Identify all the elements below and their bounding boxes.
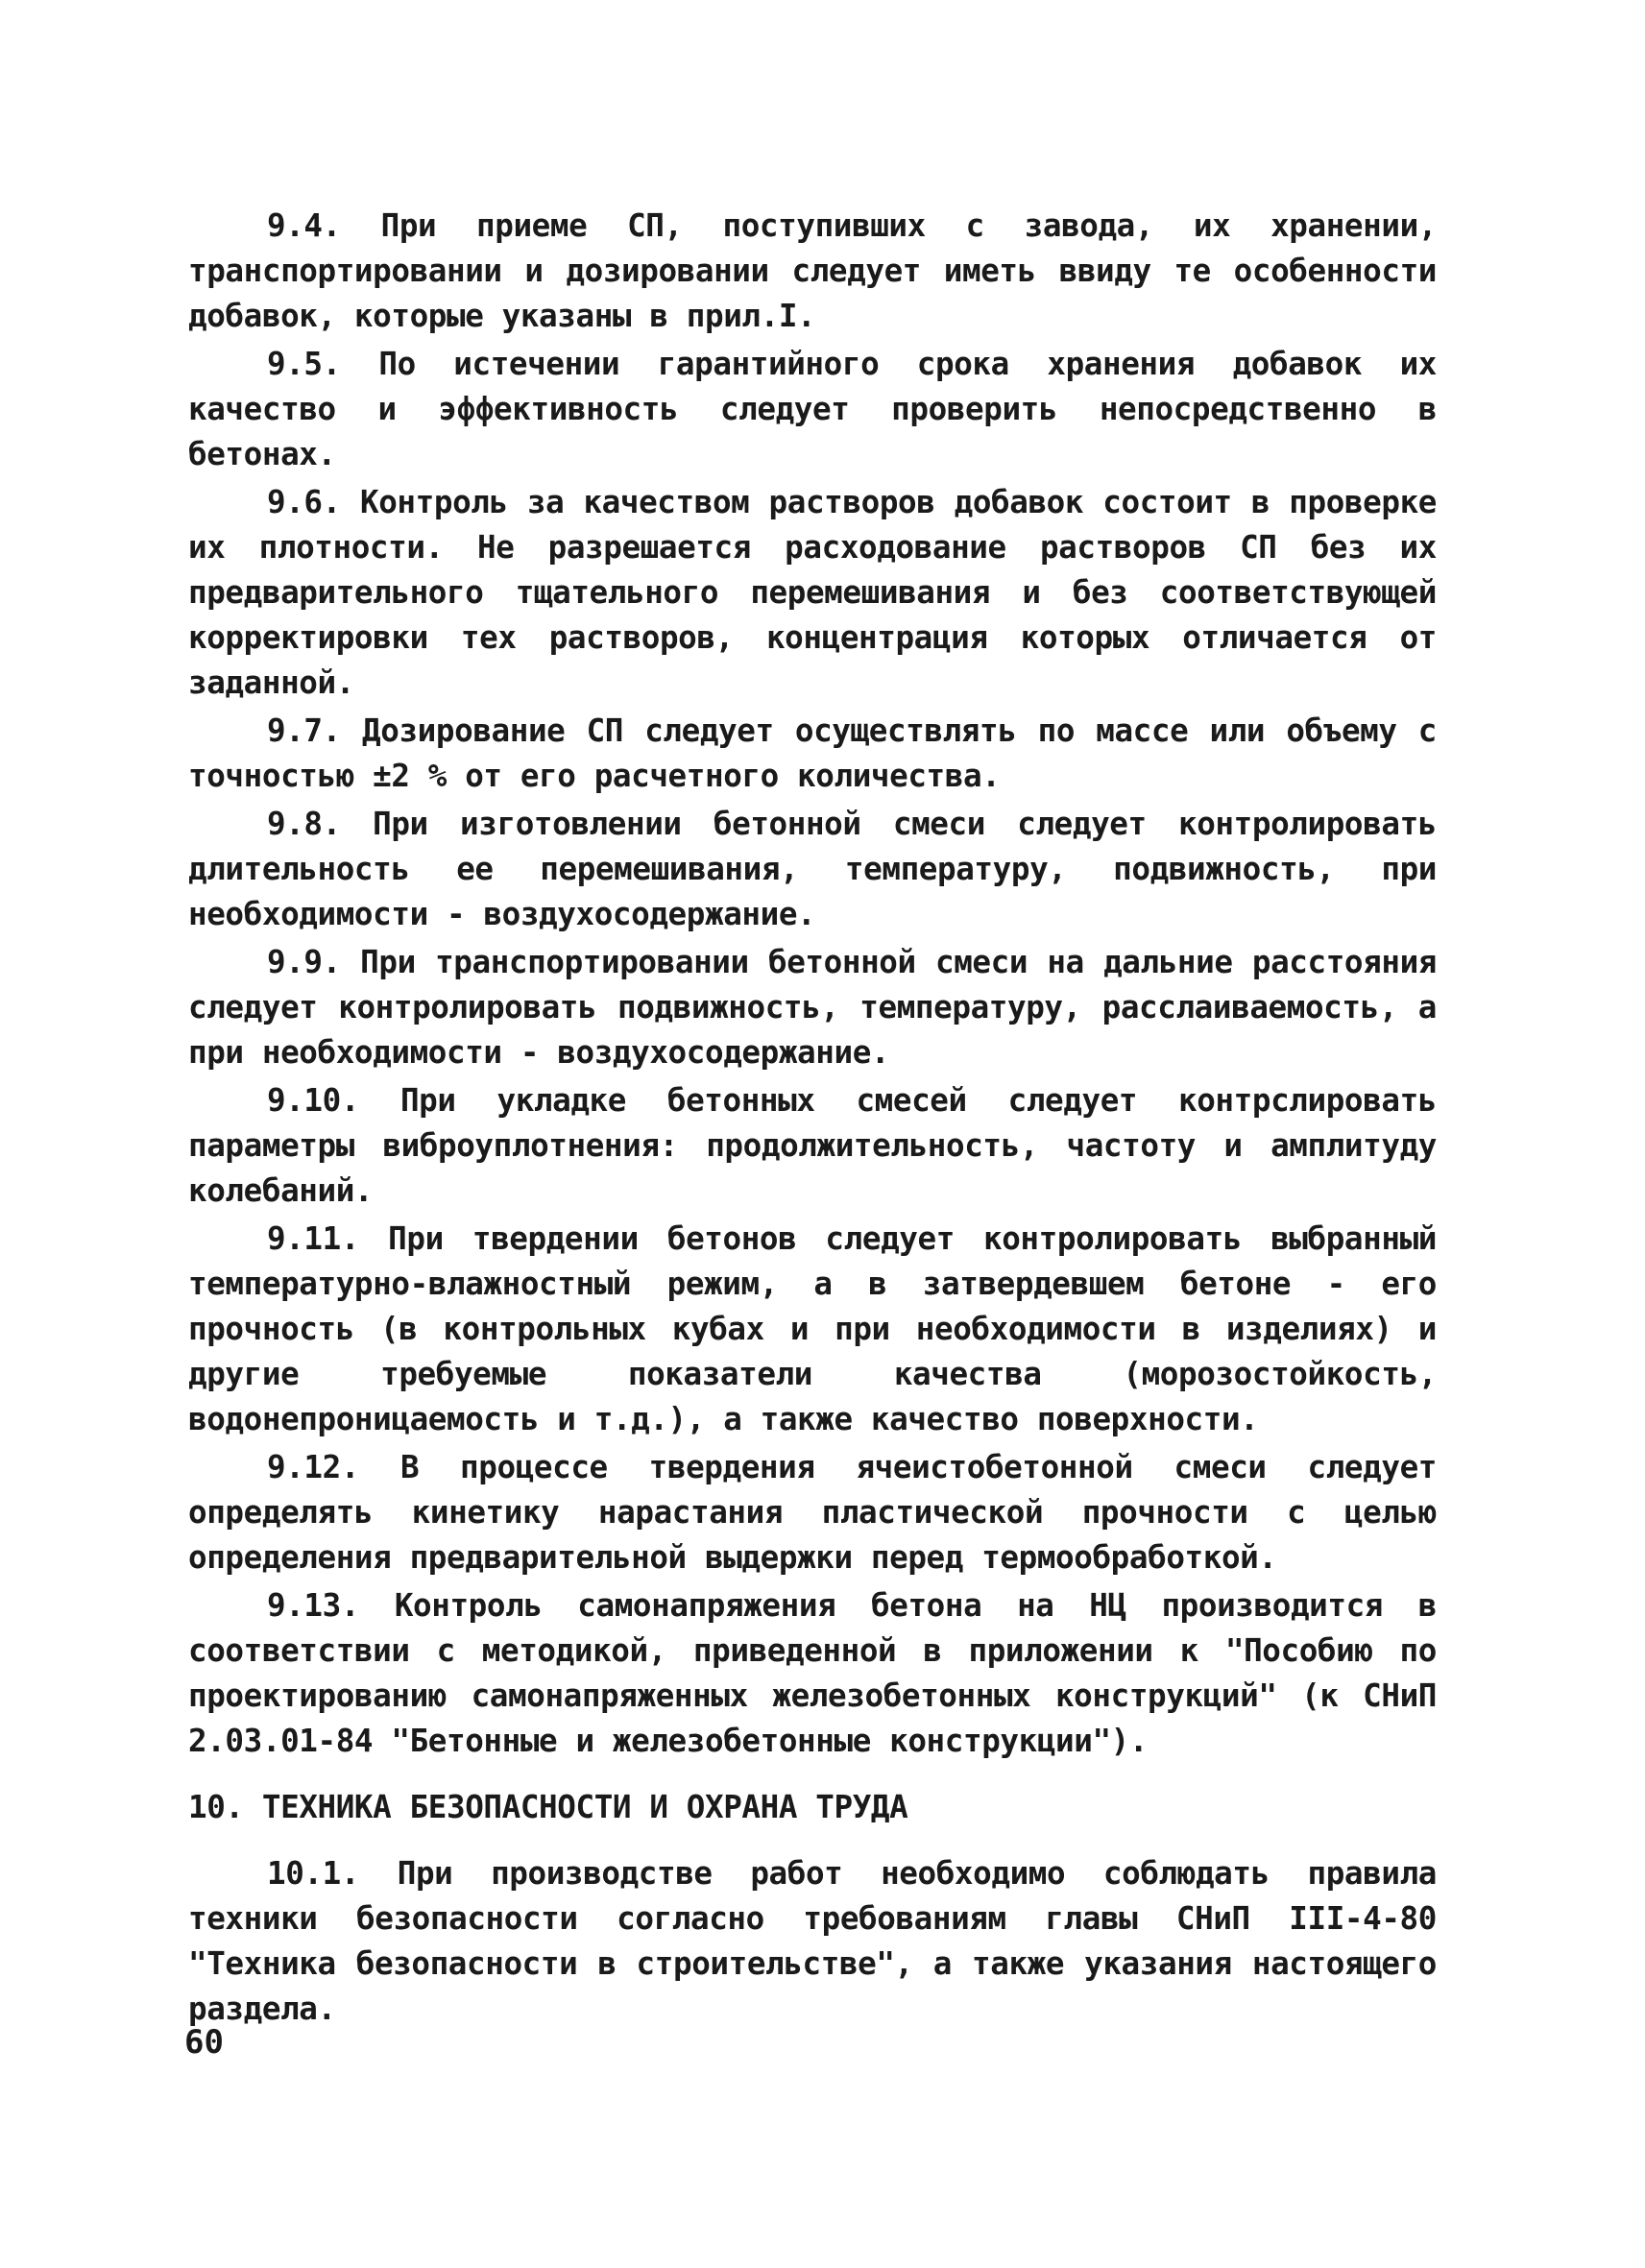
page-number: 60 (184, 2023, 224, 2062)
paragraph-9-5: 9.5. По истечении гарантийного срока хранения добавок их качество и эффективность следует проверить непосредственно в бетонах. (188, 346, 1437, 472)
paragraph-10-1: 10.1. При производстве работ необходимо соблюдать правила техники безопасности согласно требованиям главы СНиП III-4-80 "Техника безопасности в строительстве", а также указания настоящего раздела. (188, 1855, 1437, 2027)
paragraph-9-12: 9.12. В процессе твердения ячеистобетонной смеси следует определять кинетику нарастания пластической прочности с целью определения предварительной выдержки перед термообработкой. (188, 1449, 1437, 1576)
paragraph-9-13: 9.13. Контроль самонапряжения бетона на НЦ производится в соответствии с методикой, приведенной в приложении к "Пособию по проектированию самонапряженных железобетонных конструкций" (к СНиП 2.03.01-84 "Бетонные и железобетонные конструкции"). (188, 1587, 1437, 1759)
paragraph-9-9: 9.9. При транспортировании бетонной смеси на дальние расстояния следует контролировать подвижность, температуру, расслаиваемость, а при необходимости - воздухосодержание. (188, 944, 1437, 1071)
paragraph-9-11: 9.11. При твердении бетонов следует контролировать выбранный температурно-влажностный режим, а в затвердевшем бетоне - его прочность (в контрольных кубах и при необходимости в изделиях) и другие требуемые показатели качества (морозостойкость, водонепроницаемость и т.д.), а также качество поверхности. (188, 1220, 1437, 1437)
paragraph-9-8: 9.8. При изготовлении бетонной смеси следует контролировать длительность ее перемешивания, температуру, подвижность, при необходимости - воздухосодержание. (188, 806, 1437, 932)
section-heading: 10. ТЕХНИКА БЕЗОПАСНОСТИ И ОХРАНА ТРУДА (188, 1789, 908, 1825)
paragraph-9-6: 9.6. Контроль за качеством растворов добавок состоит в проверке их плотности. Не разрешается расходование растворов СП без их предварительного тщательного перемешивания и без соответствующей корректировки тех растворов, концентрация которых отличается от заданной. (188, 484, 1437, 701)
paragraph-9-7: 9.7. Дозирование СП следует осуществлять по массе или объему с точностью ±2 % от его расчетного количества. (188, 712, 1437, 794)
paragraph-9-4: 9.4. При приеме СП, поступивших с завода, их хранении, транспортировании и дозировании следует иметь ввиду те особенности добавок, которые указаны в прил.I. (188, 207, 1437, 334)
paragraph-9-10: 9.10. При укладке бетонных смесей следует контрслировать параметры виброуплотнения: продолжительность, частоту и амплитуду колебаний. (188, 1082, 1437, 1209)
body-text (188, 204, 1437, 2035)
